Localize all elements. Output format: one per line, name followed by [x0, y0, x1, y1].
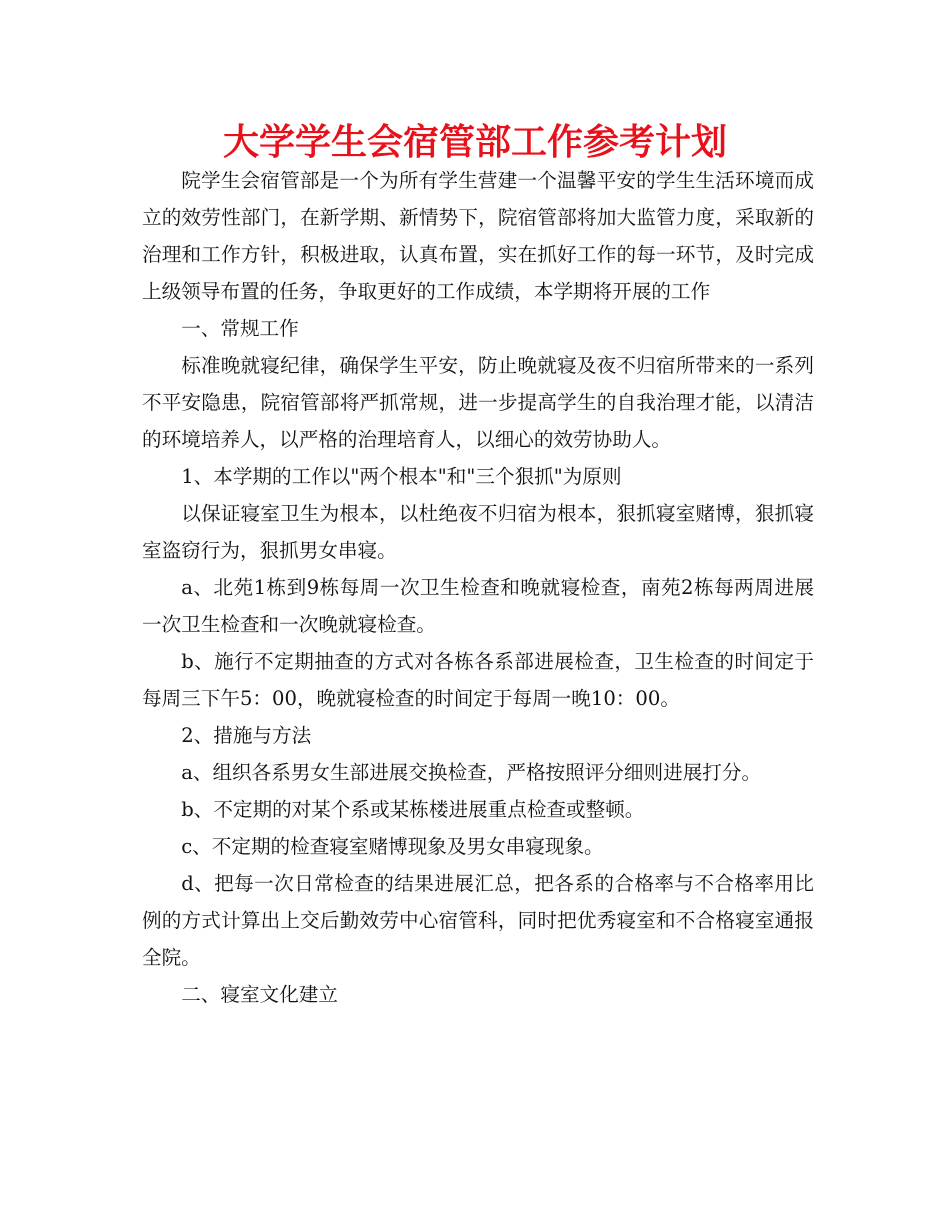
document-body	[142, 162, 814, 1013]
paragraph-intro: 院学生会宿管部是一个为所有学生营建一个温馨平安的学生生活环境而成立的效劳性部门，在新学期、新情势下，院宿管部将加大监管力度，采取新的治理和工作方针，积极进取，认真布置，实在抓好工作的每一环节，及时完成上级领导布置的任务，争取更好的工作成绩，本学期将开展的工作	[142, 169, 814, 303]
paragraph-routine-work: 标准晚就寝纪律，确保学生平安，防止晚就寝及夜不归宿所带来的一系列不平安隐患，院宿管部将严抓常规，进一步提高学生的自我治理才能，以清洁的环境培养人，以严格的治理培育人，以细心的效劳协助人。	[142, 354, 814, 451]
item-c-gambling-checks: c、不定期的检查寝室赌博现象及男女串寝现象。	[181, 835, 604, 858]
item-a-exchange-checks: a、组织各系男女生部进展交换检查，严格按照评分细则进展打分。	[181, 761, 762, 784]
subheading-measures: 2、措施与方法	[181, 724, 312, 747]
item-d-summary-report: d、把每一次日常检查的结果进展汇总，把各系的合格率与不合格率用比例的方式计算出上交后勤效劳中心宿管科，同时把优秀寝室和不合格寝室通报全院。	[142, 872, 814, 969]
item-a-inspections: a、北苑1栋到9栋每周一次卫生检查和晚就寝检查，南苑2栋每两周进展一次卫生检查和一次晚就寝检查。	[142, 576, 814, 636]
document-title: 大学学生会宿管部工作参考计划	[222, 121, 727, 163]
paragraph-principles: 以保证寝室卫生为根本，以杜绝夜不归宿为根本，狠抓寝室赌博，狠抓寝室盗窃行为，狠抓男女串寝。	[142, 502, 814, 562]
heading-dorm-culture: 二、寝室文化建立	[181, 983, 338, 1006]
item-b-key-checks: b、不定期的对某个系或某栋楼进展重点检查或整顿。	[181, 798, 645, 821]
heading-routine-work: 一、常规工作	[181, 317, 299, 340]
subheading-principles: 1、本学期的工作以"两个根本"和"三个狠抓"为原则	[181, 465, 622, 488]
item-b-random-checks: b、施行不定期抽查的方式对各栋各系部进展检查，卫生检查的时间定于每周三下午5：00，晚就寝检查的时间定于每周一晚10：00。	[142, 650, 814, 710]
